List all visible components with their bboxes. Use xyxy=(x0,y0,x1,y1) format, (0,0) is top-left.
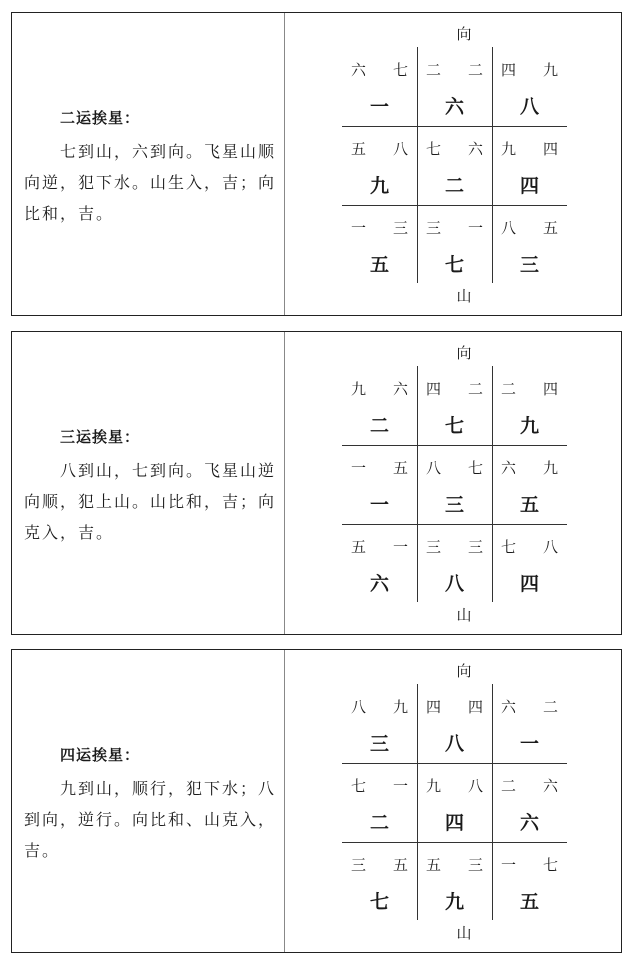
period-star: 一 xyxy=(519,733,539,755)
cell-star-pair xyxy=(342,457,417,478)
period-star: 二 xyxy=(444,175,464,197)
grid-cell xyxy=(492,524,567,603)
grid-cell xyxy=(342,47,417,126)
panel-text xyxy=(24,426,276,548)
panel-text xyxy=(24,744,276,866)
grid-cell xyxy=(492,205,567,284)
grid-cell xyxy=(492,126,567,205)
mountain-star: 一 xyxy=(351,459,367,477)
cell-star-pair xyxy=(417,59,492,80)
mountain-star: 九 xyxy=(501,140,517,158)
cell-star-pair xyxy=(417,696,492,717)
cell-star-pair xyxy=(492,378,567,399)
facing-star: 二 xyxy=(542,698,558,716)
star-chart-grid xyxy=(342,684,567,920)
grid-cell xyxy=(342,205,417,284)
grid-cell xyxy=(342,366,417,445)
grid-cell xyxy=(417,445,492,524)
mountain-star: 一 xyxy=(351,219,367,237)
grid-cell xyxy=(492,445,567,524)
mountain-star: 九 xyxy=(351,380,367,398)
star-chart-grid xyxy=(342,366,567,602)
mountain-star: 七 xyxy=(426,140,442,158)
cell-star-pair xyxy=(492,854,567,875)
cell-star-pair xyxy=(492,457,567,478)
grid-cell xyxy=(342,126,417,205)
facing-star: 九 xyxy=(392,698,408,716)
period-star: 二 xyxy=(369,415,389,437)
grid-cell xyxy=(417,524,492,603)
mountain-star: 七 xyxy=(501,538,517,556)
grid-cell xyxy=(417,126,492,205)
facing-star: 九 xyxy=(542,61,558,79)
direction-label-mountain: 山 xyxy=(456,287,472,305)
grid-cell xyxy=(342,524,417,603)
period-star: 三 xyxy=(444,494,464,516)
grid-cell xyxy=(492,842,567,921)
period-star: 五 xyxy=(519,891,539,913)
facing-star: 五 xyxy=(392,856,408,874)
grid-cell xyxy=(417,763,492,842)
star-chart-grid xyxy=(342,47,567,283)
mountain-star: 四 xyxy=(426,380,442,398)
facing-star: 八 xyxy=(542,538,558,556)
cell-star-pair xyxy=(417,536,492,557)
facing-star: 二 xyxy=(467,61,483,79)
facing-star: 五 xyxy=(392,459,408,477)
panel-heading: 二运挨星： xyxy=(60,109,141,127)
cell-star-pair xyxy=(417,775,492,796)
grid-cell xyxy=(492,366,567,445)
mountain-star: 二 xyxy=(501,777,517,795)
period-star: 七 xyxy=(369,891,389,913)
period-star: 二 xyxy=(369,812,389,834)
period-star: 九 xyxy=(369,175,389,197)
period-star: 一 xyxy=(369,494,389,516)
period-star: 八 xyxy=(519,96,539,118)
period-star: 三 xyxy=(369,733,389,755)
mountain-star: 七 xyxy=(351,777,367,795)
cell-star-pair xyxy=(342,854,417,875)
mountain-star: 五 xyxy=(351,538,367,556)
direction-label-facing: 向 xyxy=(456,344,472,362)
cell-star-pair xyxy=(492,536,567,557)
facing-star: 四 xyxy=(542,380,558,398)
mountain-star: 八 xyxy=(351,698,367,716)
cell-star-pair xyxy=(342,217,417,238)
mountain-star: 四 xyxy=(501,61,517,79)
period-star: 三 xyxy=(519,254,539,276)
facing-star: 三 xyxy=(392,219,408,237)
facing-star: 二 xyxy=(467,380,483,398)
facing-star: 四 xyxy=(542,140,558,158)
period-star: 七 xyxy=(444,254,464,276)
facing-star: 四 xyxy=(467,698,483,716)
period-star: 六 xyxy=(519,812,539,834)
cell-star-pair xyxy=(417,854,492,875)
grid-cell xyxy=(417,47,492,126)
mountain-star: 五 xyxy=(351,140,367,158)
grid-cell xyxy=(342,445,417,524)
facing-star: 七 xyxy=(467,459,483,477)
mountain-star: 三 xyxy=(426,219,442,237)
direction-label-mountain: 山 xyxy=(456,606,472,624)
direction-label-facing: 向 xyxy=(456,662,472,680)
facing-star: 一 xyxy=(467,219,483,237)
mountain-star: 三 xyxy=(351,856,367,874)
facing-star: 六 xyxy=(467,140,483,158)
cell-star-pair xyxy=(342,775,417,796)
cell-star-pair xyxy=(417,378,492,399)
grid-cell xyxy=(417,842,492,921)
period-star: 五 xyxy=(369,254,389,276)
cell-star-pair xyxy=(342,59,417,80)
facing-star: 七 xyxy=(392,61,408,79)
facing-star: 五 xyxy=(542,219,558,237)
panel-body: 九到山，顺行，犯下水；八到向，逆行。向比和、山克入，吉。 xyxy=(24,779,277,860)
mountain-star: 八 xyxy=(501,219,517,237)
facing-star: 六 xyxy=(542,777,558,795)
mountain-star: 二 xyxy=(501,380,517,398)
panel-heading: 四运挨星： xyxy=(60,746,141,764)
direction-label-mountain: 山 xyxy=(456,924,472,942)
cell-star-pair xyxy=(342,536,417,557)
period-star: 五 xyxy=(519,494,539,516)
facing-star: 一 xyxy=(392,538,408,556)
period-star: 四 xyxy=(519,573,539,595)
period-star: 四 xyxy=(519,175,539,197)
grid-cell xyxy=(492,684,567,763)
facing-star: 三 xyxy=(467,856,483,874)
cell-star-pair xyxy=(492,696,567,717)
facing-star: 八 xyxy=(467,777,483,795)
mountain-star: 九 xyxy=(426,777,442,795)
grid-cell xyxy=(342,763,417,842)
period-star: 八 xyxy=(444,733,464,755)
cell-star-pair xyxy=(417,217,492,238)
panel-body: 七到山，六到向。飞星山顺向逆，犯下水。山生入，吉；向比和，吉。 xyxy=(24,142,277,223)
mountain-star: 五 xyxy=(426,856,442,874)
cell-star-pair xyxy=(492,138,567,159)
period-star: 四 xyxy=(444,812,464,834)
panel-divider xyxy=(284,332,285,634)
direction-label-facing: 向 xyxy=(456,25,472,43)
mountain-star: 六 xyxy=(351,61,367,79)
period-star: 八 xyxy=(444,573,464,595)
mountain-star: 四 xyxy=(426,698,442,716)
period-star: 一 xyxy=(369,96,389,118)
mountain-star: 八 xyxy=(426,459,442,477)
facing-star: 三 xyxy=(467,538,483,556)
period-star: 七 xyxy=(444,415,464,437)
period-star: 六 xyxy=(444,96,464,118)
grid-cell xyxy=(417,684,492,763)
mountain-star: 六 xyxy=(501,459,517,477)
grid-cell xyxy=(342,684,417,763)
cell-star-pair xyxy=(342,696,417,717)
flying-star-panel xyxy=(11,331,622,635)
mountain-star: 三 xyxy=(426,538,442,556)
cell-star-pair xyxy=(492,775,567,796)
panel-heading: 三运挨星： xyxy=(60,428,141,446)
cell-star-pair xyxy=(417,138,492,159)
period-star: 六 xyxy=(369,573,389,595)
period-star: 九 xyxy=(444,891,464,913)
flying-star-panel xyxy=(11,12,622,316)
grid-cell xyxy=(492,763,567,842)
cell-star-pair xyxy=(417,457,492,478)
cell-star-pair xyxy=(342,138,417,159)
facing-star: 九 xyxy=(542,459,558,477)
panel-text xyxy=(24,107,276,229)
grid-cell xyxy=(342,842,417,921)
flying-star-panel xyxy=(11,649,622,953)
cell-star-pair xyxy=(492,59,567,80)
mountain-star: 一 xyxy=(501,856,517,874)
facing-star: 七 xyxy=(542,856,558,874)
period-star: 九 xyxy=(519,415,539,437)
panel-body: 八到山，七到向。飞星山逆向顺，犯上山。山比和，吉；向克入，吉。 xyxy=(24,461,277,542)
grid-cell xyxy=(417,366,492,445)
mountain-star: 六 xyxy=(501,698,517,716)
grid-cell xyxy=(492,47,567,126)
cell-star-pair xyxy=(342,378,417,399)
panel-divider xyxy=(284,650,285,952)
facing-star: 一 xyxy=(392,777,408,795)
mountain-star: 二 xyxy=(426,61,442,79)
facing-star: 六 xyxy=(392,380,408,398)
panel-divider xyxy=(284,13,285,315)
cell-star-pair xyxy=(492,217,567,238)
facing-star: 八 xyxy=(392,140,408,158)
grid-cell xyxy=(417,205,492,284)
